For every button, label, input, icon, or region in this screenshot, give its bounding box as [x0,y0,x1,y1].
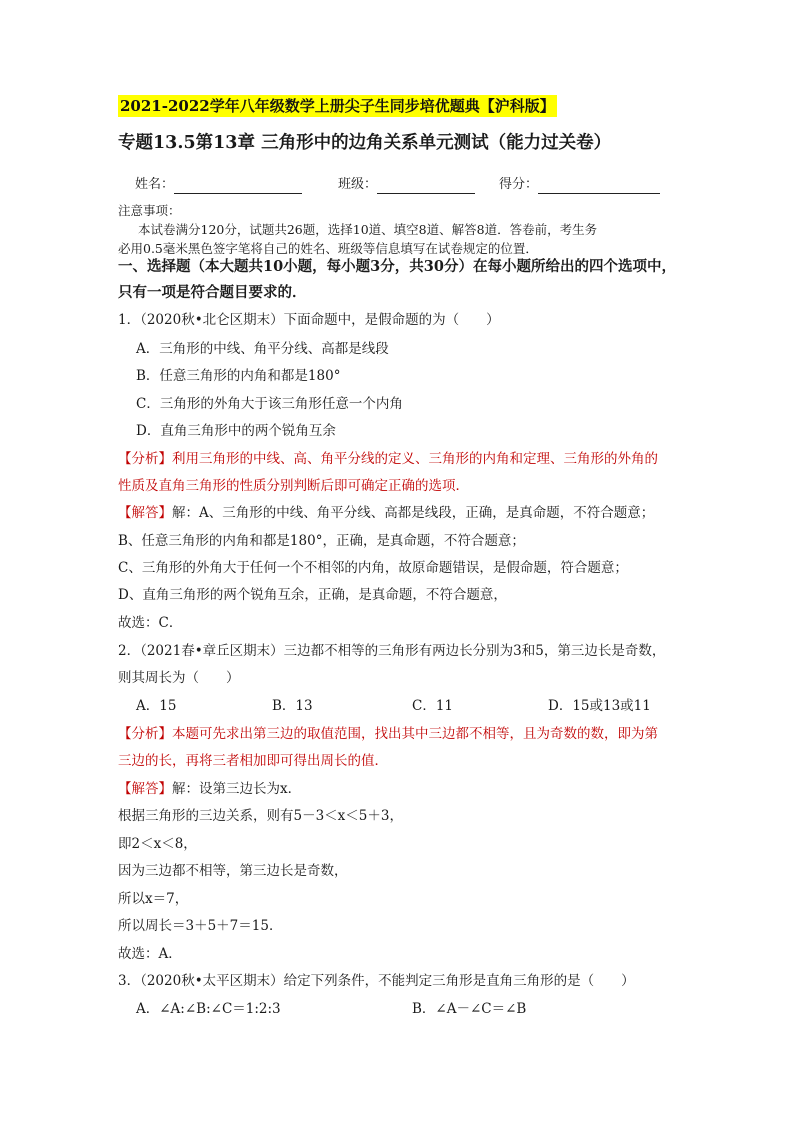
class-field[interactable] [338,176,475,194]
notes-line-1: 本试卷满分120分，试题共26题，选择10道、填空8道、解答8道．答卷前，考生务 [138,222,598,237]
q2-analysis-line-2: 三边的长，再将三者相加即可得出周长的值． [118,753,388,769]
q1-answer-line-4: D、直角三角形的两个锐角互余，正确，是真命题，不符合题意， [118,587,507,603]
class-blank[interactable] [377,179,475,194]
section-heading-1: 一、选择题（本大题共10小题，每小题3分，共30分）在每小题所给出的四个选项中， [118,258,676,275]
q1-option-b: B．任意三角形的内角和都是180° [136,368,341,384]
score-blank[interactable] [538,179,660,194]
q2-step-4: 所以x＝7， [118,891,189,907]
q2-option-b: B．13 [272,698,313,714]
q2-option-d: D．15或13或11 [548,698,651,714]
q2-step-2: 即2＜x＜8， [118,836,197,852]
q2-stem-1: 2．（2021春•章丘区期末）三边都不相等的三角形有两边长分别为3和5，第三边长是奇数， [118,643,666,659]
q2-answer-line-1 [118,779,301,799]
q1-analysis-text-1: 利用三角形的中线、高、角平分线的定义、三角形的内角和定理、三角形的外角的 [172,451,658,467]
q1-option-c: C．三角形的外角大于该三角形任意一个内角 [136,396,403,412]
q2-step-5: 所以周长＝3＋5＋7＝15． [118,918,283,934]
q2-choice: 故选：A． [118,946,182,962]
notes-heading: 注意事项： [118,203,181,218]
q2-analysis-line-1 [118,724,658,744]
q1-answer-line-1 [118,503,654,523]
q1-answer-tag: 【解答】 [118,505,172,521]
q2-answer-tag: 【解答】 [118,781,172,797]
q1-analysis-tag: 【分析】 [118,451,172,467]
q2-answer-text-1: 解：设第三边长为x． [172,781,302,797]
q2-option-c: C．11 [412,698,454,714]
q1-analysis-line-2: 性质及直角三角形的性质分别判断后即可确定正确的选项． [118,478,469,494]
q1-choice: 故选：C． [118,615,183,631]
q1-analysis-line-1 [118,449,658,469]
q2-step-1: 根据三角形的三边关系，则有5－3＜x＜5＋3， [118,808,403,824]
score-label: 得分： [499,177,539,192]
q1-answer-line-3: C、三角形的外角大于任何一个不相邻的内角，故原命题错误，是假命题，符合题意； [118,560,628,576]
q1-option-a: A．三角形的中线、角平分线、高都是线段 [136,341,389,357]
q2-option-a: A．15 [136,698,177,714]
q1-answer-line-2: B、任意三角形的内角和都是180°，正确，是真命题，不符合题意； [118,533,525,549]
q1-stem: 1．（2020秋•北仑区期末）下面命题中，是假命题的为（ ） [118,312,500,328]
name-blank[interactable] [174,179,302,194]
q2-step-3: 因为三边都不相等，第三边长是奇数， [118,863,348,879]
q2-analysis-text-1: 本题可先求出第三边的取值范围，找出其中三边都不相等，且为奇数的数，即为第 [172,726,658,742]
page-title: 专题13.5第13章 三角形中的边角关系单元测试（能力过关卷） [118,133,612,153]
name-field[interactable] [135,176,302,194]
name-label: 姓名： [135,177,175,192]
q3-option-b: B．∠A－∠C＝∠B [412,1001,527,1017]
q2-stem-2: 则其周长为（ ） [118,670,240,686]
class-label: 班级： [338,177,378,192]
series-banner: 2021-2022学年八年级数学上册尖子生同步培优题典【沪科版】 [120,97,555,115]
q3-stem: 3．（2020秋•太平区期末）给定下列条件，不能判定三角形是直角三角形的是（ ） [118,973,635,989]
notes-line-2: 必用0.5毫米黑色签字笔将自己的姓名、班级等信息填写在试卷规定的位置． [118,241,538,256]
q1-answer-text-1: 解：A、三角形的中线、角平分线、高都是线段，正确，是真命题，不符合题意； [172,505,655,521]
q2-analysis-tag: 【分析】 [118,726,172,742]
section-heading-2: 只有一项是符合题目要求的． [118,284,307,301]
q1-option-d: D．直角三角形中的两个锐角互余 [136,423,336,439]
score-field[interactable] [499,176,660,194]
q3-option-a: A．∠A:∠B:∠C＝1:2:3 [136,1001,281,1017]
